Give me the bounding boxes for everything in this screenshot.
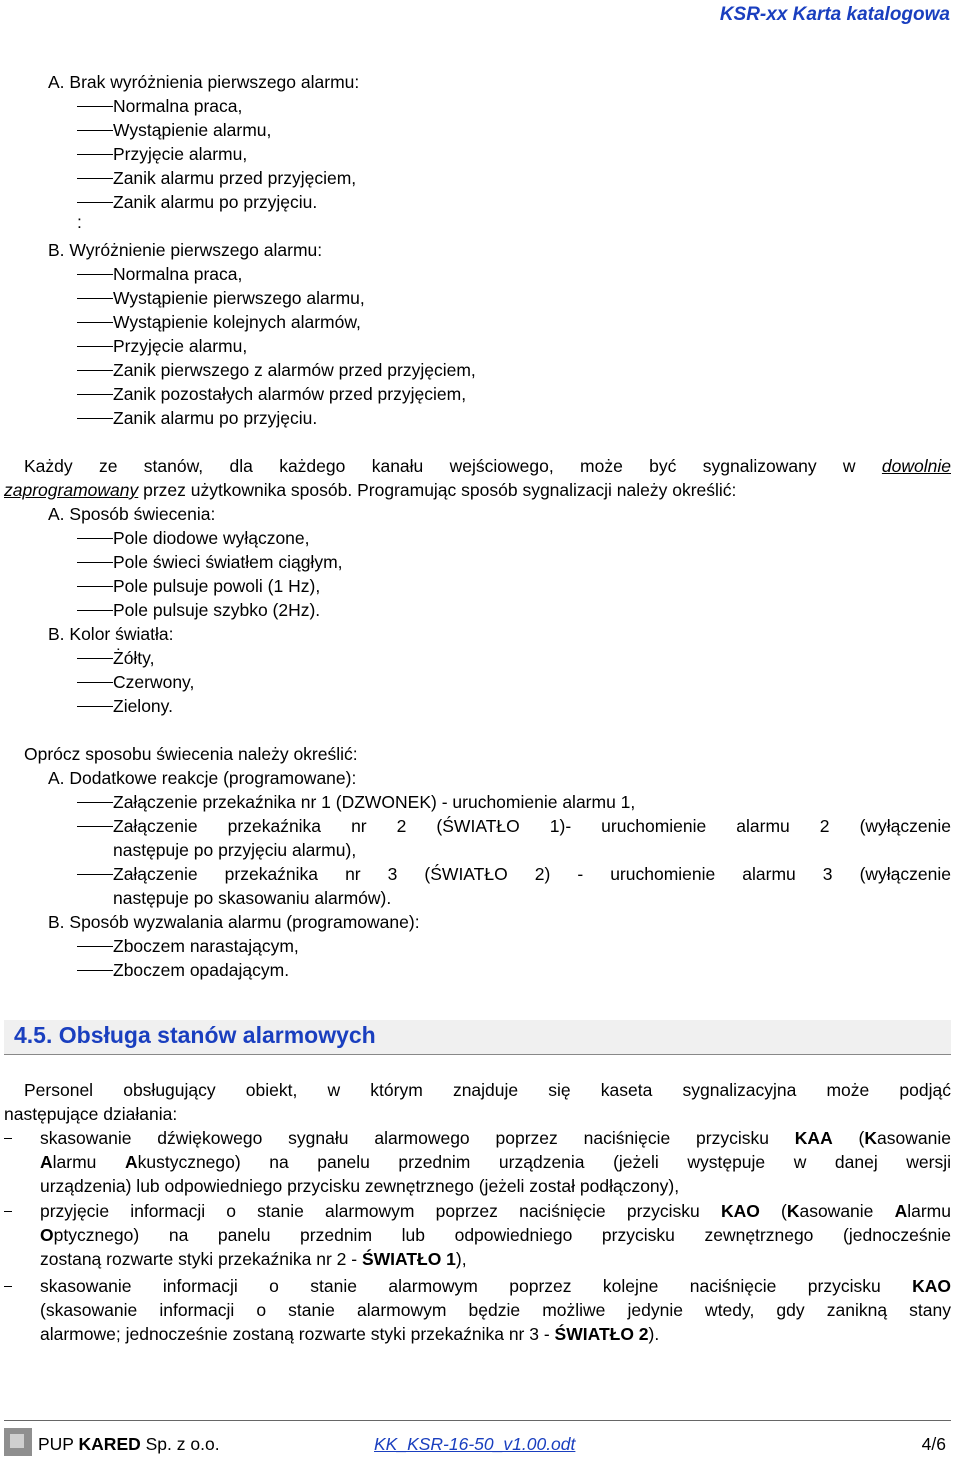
dash-bullet-icon	[77, 154, 113, 155]
bold-letter: K	[786, 1201, 800, 1221]
bullet-text: ).	[648, 1324, 660, 1344]
footer-filename: KK_KSR-16-50_v1.00.odt	[374, 1434, 576, 1454]
list-item: Przyjęcie alarmu,	[113, 336, 248, 356]
list-item: Pole pulsuje powoli (1 Hz),	[113, 576, 321, 596]
list-item: Wystąpienie kolejnych alarmów,	[113, 312, 361, 332]
dash-bullet-icon	[77, 586, 113, 587]
dash-bullet-icon	[77, 130, 113, 131]
dash-bullet-icon	[77, 970, 113, 971]
dash-bullet-icon	[77, 178, 113, 179]
bullet-text: ),	[455, 1249, 467, 1269]
list-item: Normalna praca,	[113, 264, 243, 284]
list-a-heading: A. Brak wyróżnienia pierwszego alarmu:	[48, 72, 360, 92]
bullet-text: (	[832, 1128, 865, 1148]
dash-bullet-icon	[77, 394, 113, 395]
bullet-text: alarmowe; jednocześnie zostaną rozwarte styki przekaźnika nr 3 -	[40, 1324, 555, 1344]
list-e-heading: A. Dodatkowe reakcje (programowane):	[48, 768, 357, 788]
bullet-line	[40, 1274, 951, 1298]
section-heading-bar	[4, 1020, 951, 1055]
list-item: Normalna praca,	[113, 96, 243, 116]
bold-term: ŚWIATŁO 2	[554, 1324, 649, 1344]
list-item: Zanik alarmu po przyjęciu.	[113, 192, 318, 212]
list-item: Załączenie przekaźnika nr 2 (ŚWIATŁO 1)- uruchomienie alarmu 2 (wyłączenie	[113, 816, 951, 836]
list-d-heading: B. Kolor światła:	[48, 624, 174, 644]
section-title: 4.5. Obsługa stanów alarmowych	[14, 1022, 376, 1048]
bullet-line: urządzenia) lub odpowiedniego przycisku zewnętrznego (jeżeli został podłączony),	[40, 1176, 680, 1196]
bullet-line	[40, 1126, 951, 1150]
footer-company-bold: KARED	[78, 1434, 141, 1454]
list-item: Czerwony,	[113, 672, 195, 692]
dash-bullet-icon	[77, 202, 113, 203]
dash-bullet-icon	[77, 346, 113, 347]
dash-bullet-icon	[77, 802, 113, 803]
bullet-line: (skasowanie informacji o stanie alarmowym będzie możliwe jedynie wtedy, gdy zanikną stany	[40, 1300, 951, 1320]
list-item: Żółty,	[113, 648, 155, 668]
dash-bullet-icon	[77, 274, 113, 275]
bullet-line	[40, 1199, 951, 1223]
bullet-text: skasowanie informacji o stanie alarmowym poprzez kolejne naciśnięcie przycisku	[40, 1276, 913, 1296]
dash-bullet-icon	[4, 1211, 12, 1212]
bold-letter: K	[864, 1128, 878, 1148]
paragraph-line: Personel obsługujący obiekt, w którym znajduje się kaseta sygnalizacyjna może podjąć	[24, 1080, 951, 1100]
dash-bullet-icon	[77, 538, 113, 539]
list-item: Wystąpienie alarmu,	[113, 120, 272, 140]
dash-bullet-icon	[77, 418, 113, 419]
footer-page-number: 4/6	[921, 1434, 946, 1454]
list-f-heading: B. Sposób wyzwalania alarmu (programowane):	[48, 912, 420, 932]
list-item: Wystąpienie pierwszego alarmu,	[113, 288, 365, 308]
company-logo-icon	[4, 1428, 32, 1456]
list-item: Zielony.	[113, 696, 173, 716]
list-item: Przyjęcie alarmu,	[113, 144, 248, 164]
button-code: KAO	[912, 1276, 951, 1296]
list-item: Zanik pozostałych alarmów przed przyjęciem,	[113, 384, 467, 404]
logo-inner-square	[10, 1434, 24, 1448]
list-b-heading: B. Wyróżnienie pierwszego alarmu:	[48, 240, 323, 260]
bullet-text: przyjęcie informacji o stanie alarmowym poprzez naciśnięcie przycisku	[40, 1201, 721, 1221]
list-item: Pole świeci światłem ciągłym,	[113, 552, 343, 572]
dash-bullet-icon	[77, 610, 113, 611]
document-header-title: KSR-xx Karta katalogowa	[719, 4, 950, 25]
dash-bullet-icon	[77, 682, 113, 683]
list-item: Pole pulsuje szybko (2Hz).	[113, 600, 321, 620]
button-code: KAO	[720, 1201, 760, 1221]
dash-bullet-icon	[77, 106, 113, 107]
dash-bullet-icon	[77, 658, 113, 659]
list-item: Załączenie przekaźnika nr 3 (ŚWIATŁO 2) - uruchomienie alarmu 3 (wyłączenie	[113, 864, 951, 884]
dash-bullet-icon	[77, 298, 113, 299]
paragraph-line: następujące działania:	[4, 1104, 178, 1124]
list-item: Zanik pierwszego z alarmów przed przyjęciem,	[113, 360, 476, 380]
bullet-text: (	[759, 1201, 787, 1221]
button-code: KAA	[794, 1128, 833, 1148]
bullet-text: larmu	[52, 1152, 125, 1172]
bullet-line	[40, 1247, 467, 1271]
list-item: Zanik alarmu przed przyjęciem,	[113, 168, 357, 188]
dash-bullet-icon	[77, 874, 113, 875]
bullet-text: skasowanie dźwiękowego sygnału alarmowego poprzez naciśnięcie przycisku	[40, 1128, 795, 1148]
dash-bullet-icon	[4, 1138, 12, 1139]
list-item: Załączenie przekaźnika nr 1 (DZWONEK) - uruchomienie alarmu 1,	[113, 792, 636, 812]
dash-bullet-icon	[77, 706, 113, 707]
bold-letter: A	[894, 1201, 908, 1221]
dash-bullet-icon	[77, 946, 113, 947]
stray-colon: :	[77, 212, 82, 232]
paragraph-line: Oprócz sposobu świecenia należy określić:	[24, 744, 358, 764]
bullet-text: kustycznego) na panelu przednim urządzenia (jeżeli występuje w danej wersji	[137, 1152, 952, 1172]
bullet-line	[40, 1322, 659, 1346]
bullet-text: asowanie	[877, 1128, 951, 1148]
dash-bullet-icon	[77, 322, 113, 323]
paragraph-text: przez użytkownika sposób. Programując sposób sygnalizacji należy określić:	[138, 480, 737, 500]
underlined-term: zaprogramowany	[4, 480, 139, 500]
bullet-text: larmu	[907, 1201, 951, 1221]
bold-letter: A	[40, 1152, 53, 1172]
list-c-heading: A. Sposób świecenia:	[48, 504, 216, 524]
bold-letter: O	[40, 1225, 54, 1245]
underlined-term: dowolnie	[881, 456, 951, 476]
list-item: Zboczem narastającym,	[113, 936, 299, 956]
footer-text: Sp. z o.o.	[140, 1434, 220, 1454]
footer-divider	[4, 1420, 951, 1421]
dash-bullet-icon	[77, 826, 113, 827]
paragraph-line	[24, 454, 951, 478]
bullet-text: ptycznego) na panelu przednim lub odpowiedniego przycisku zewnętrznego (jednocześnie	[53, 1225, 951, 1245]
bold-term: ŚWIATŁO 1	[361, 1249, 456, 1269]
bullet-text: zostaną rozwarte styki przekaźnika nr 2 -	[40, 1249, 362, 1269]
paragraph-text: Każdy ze stanów, dla każdego kanału wejściowego, może być sygnalizowany w	[24, 456, 856, 476]
dash-bullet-icon	[77, 370, 113, 371]
bold-letter: A	[124, 1152, 138, 1172]
dash-bullet-icon	[77, 562, 113, 563]
footer-text: PUP	[38, 1434, 79, 1454]
list-item: Zanik alarmu po przyjęciu.	[113, 408, 318, 428]
bullet-line	[40, 1150, 951, 1174]
bullet-text: asowanie	[799, 1201, 895, 1221]
paragraph-line	[4, 478, 736, 502]
bullet-line	[40, 1223, 951, 1247]
list-item-continuation: następuje po skasowaniu alarmów).	[113, 888, 392, 908]
list-item: Pole diodowe wyłączone,	[113, 528, 310, 548]
list-item-continuation: następuje po przyjęciu alarmu),	[113, 840, 357, 860]
list-item: Zboczem opadającym.	[113, 960, 290, 980]
dash-bullet-icon	[4, 1286, 12, 1287]
footer-company	[38, 1432, 220, 1456]
